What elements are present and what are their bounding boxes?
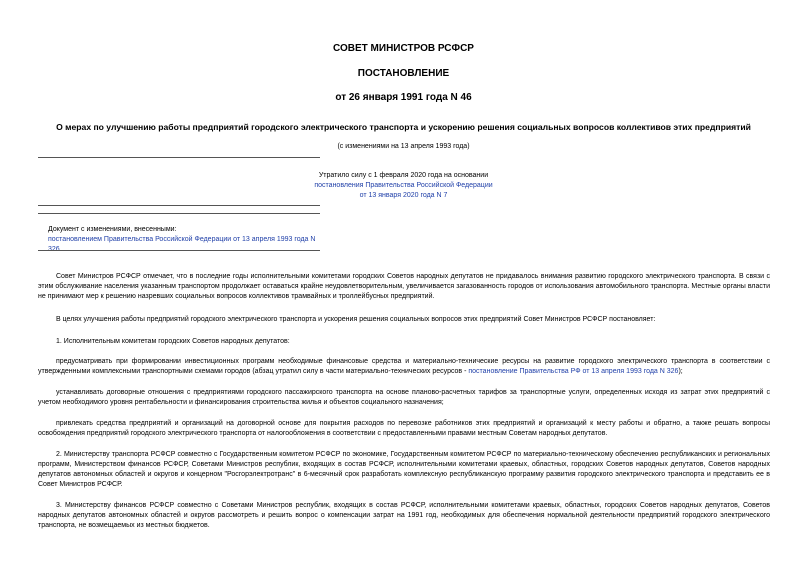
investment-link[interactable]: постановление Правительства РФ от 13 апреля 1993 года N 326 — [468, 368, 679, 375]
issuing-authority: СОВЕТ МИНИСТРОВ РСФСР — [333, 43, 474, 54]
investment-text: предусматривать при формировании инвестиционных программ необходимые финансовые средства и материально-технические ресурсы на развитие городского электрического транспорта в соответствии с утвержденными комплексными транспортными схемами городов (абзац утратил силу в части материально-технических ресурсов - — [38, 358, 770, 375]
divider — [38, 205, 320, 206]
document-date-number: от 26 января 1991 года N 46 — [335, 92, 472, 103]
paragraph-funding: привлекать средства предприятий и организаций на договорной основе для покрытия расходов по перевозке работников этих предприятий и организаций к месту работы и обратно, а также решать вопросы освобождения предприятий городского электрического транспорта от налогообложения в соответствии с предоставленными правами местным Советам народных депутатов. — [38, 420, 770, 437]
paragraph-resolution: В целях улучшения работы предприятий городского электрического транспорта и ускорения решения социальных вопросов этих предприятий Совет Министров РСФСР постановляет: — [56, 316, 656, 323]
paragraph-item-2: 2. Министерству транспорта РСФСР совместно с Государственным комитетом РСФСР по экономике, Государственным комитетом РСФСР по материально-техническому обеспечению республиканских и региональных программ, Министерством финансов РСФСР, Советами Министров республик, входящих в состав РСФСР, исполнительными комитетами краевых, областных, городских Советов народных депутатов, Советов народных депутатов автономных областей и округов и концерном "Росгорэлектротранс" в 6-месячный срок разработать комплексную республиканскую программу развития городского электрического транспорта и представить ее в Совет Министров РСФСР. — [38, 451, 770, 488]
paragraph-item-3: 3. Министерству финансов РСФСР совместно с Советами Министров республик, входящих в состав РСФСР, исполнительными комитетами краевых, областных, городских Советов народных депутатов, Советов народных депутатов автономных областей и округов рассмотреть и решить вопрос о компенсации затрат на 1991 год, необходимых для обеспечения нормальной деятельности предприятий городского электрического транспорта, не возмещаемых из местных бюджетов. — [38, 502, 770, 529]
amendments-label: Документ с изменениями, внесенными: — [48, 226, 177, 233]
paragraph-preamble: Совет Министров РСФСР отмечает, что в последние годы исполнительными комитетами городских Советов народных депутатов не придавалось внимания развитию городского электрического транспорта. В связи с этим обслуживание населения указанным транспортом продолжает оставаться крайне неудовлетворительным, увеличивается загазованность городов от использования автомобильного транспорта. Местные органы власти не принимают мер к решению назревших социальных вопросов коллективов трамвайных и троллейбусных предприятий. — [38, 273, 770, 300]
repeal-link-line1[interactable]: постановления Правительства Российской Федерации — [314, 182, 493, 189]
paragraph-item-1: 1. Исполнительным комитетам городских Советов народных депутатов: — [56, 338, 290, 345]
repeal-status: Утратило силу с 1 февраля 2020 года на основании — [318, 172, 489, 179]
amendment-note: (с изменениями на 13 апреля 1993 года) — [337, 143, 470, 150]
divider — [38, 213, 320, 214]
investment-end: ); — [678, 368, 683, 375]
document-type: ПОСТАНОВЛЕНИЕ — [357, 68, 450, 79]
divider — [38, 250, 320, 251]
amendments-link[interactable]: постановлением Правительства Российской Федерации от 13 апреля 1993 года N 326. — [48, 236, 316, 253]
divider — [38, 157, 320, 158]
paragraph-contracts: устанавливать договорные отношения с предприятиями городского пассажирского транспорта на основе планово-расчетных тарифов за транспортные услуги, определенных исходя из затрат этих предприятий с учетом необходимого уровня рентабельности и финансирования строительства жилья и объектов социального назначения; — [38, 389, 770, 406]
paragraph-investment — [38, 357, 770, 377]
repeal-link-line2[interactable]: от 13 января 2020 года N 7 — [359, 192, 448, 199]
document-title: О мерах по улучшению работы предприятий городского электрического транспорта и ускорению решения социальных вопросов коллективов этих предприятий — [56, 122, 751, 132]
